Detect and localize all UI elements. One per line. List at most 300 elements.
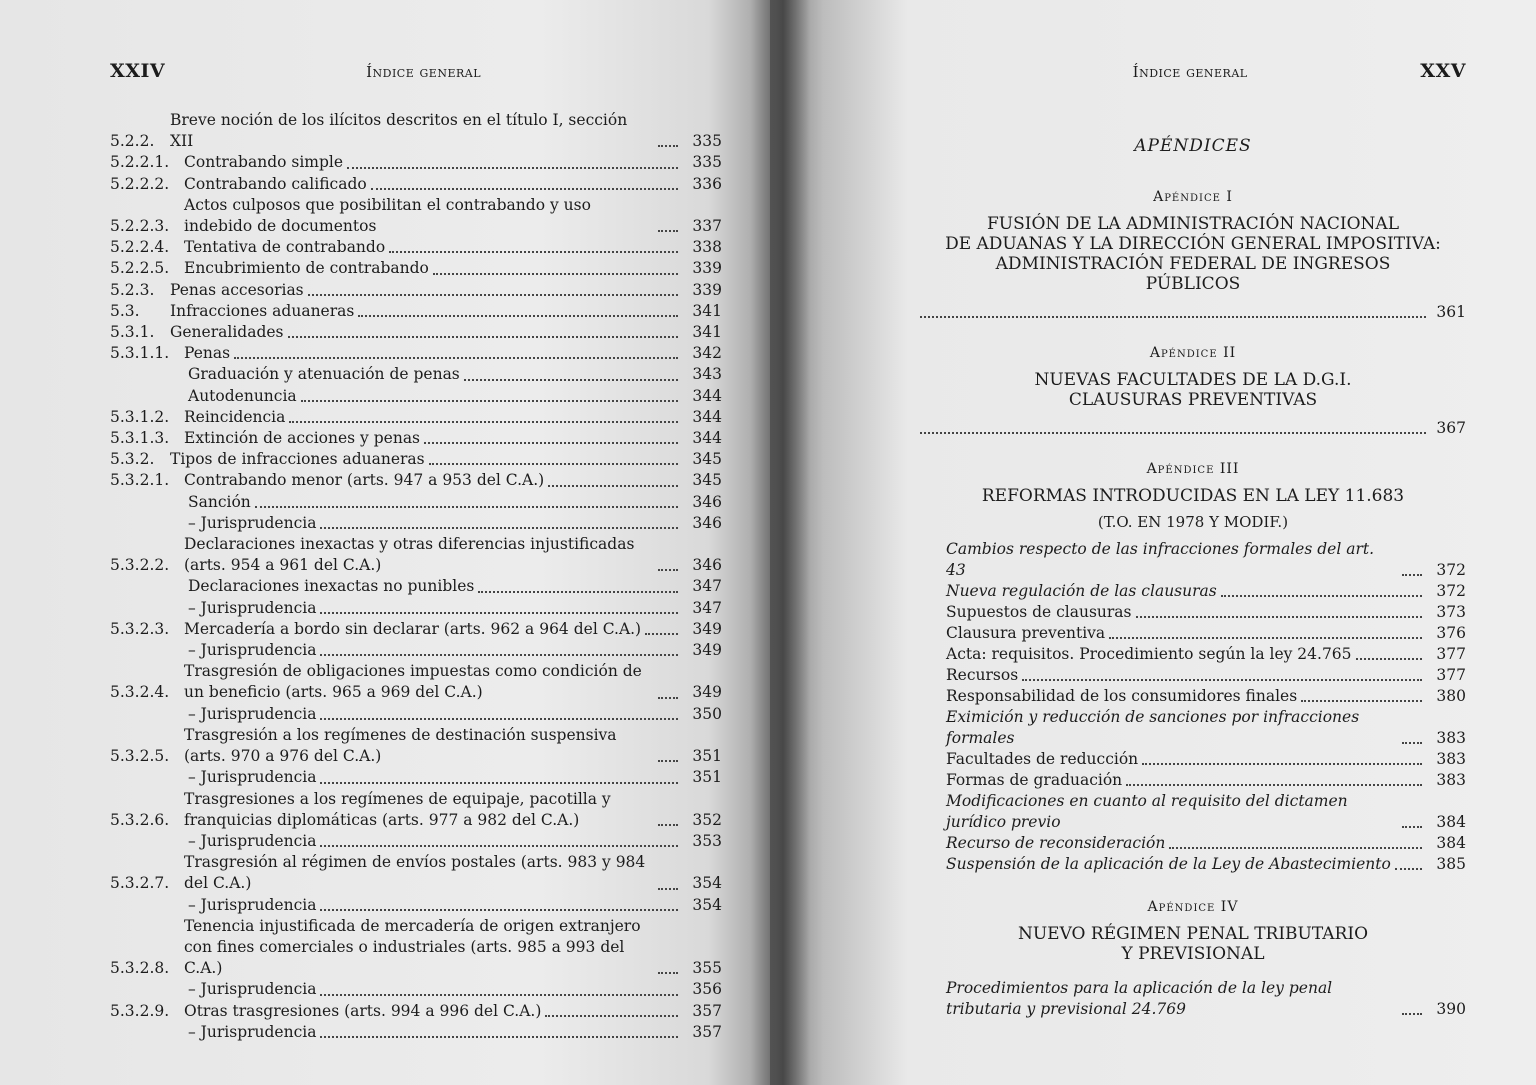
appendix-item-text-wrap	[946, 707, 1426, 749]
toc-entry	[110, 110, 722, 152]
toc-entry-title-wrap	[184, 661, 682, 703]
dot-leader	[658, 888, 678, 890]
toc-entry-number: 5.3.2.6.	[110, 810, 170, 829]
appendix-item-page: 377	[1436, 666, 1466, 684]
toc-entry-title: Declaraciones inexactas y otras diferencias injustificadas (arts. 954 a 961 del C.A.)	[184, 535, 635, 575]
toc-entry-title: Tenencia injustificada de mercadería de origen extranjero con fines comerciales o industriales (arts. 985 a 993 del C.A.)	[184, 916, 641, 978]
toc-entry-title: Tipos de infracciones aduaneras	[170, 450, 425, 469]
toc-entry-page: 339	[692, 280, 722, 299]
toc-entry-title-wrap	[184, 1001, 682, 1022]
toc-entry-title-wrap	[184, 407, 682, 428]
appendix-item	[920, 602, 1466, 623]
toc-entry-title-wrap	[188, 640, 682, 661]
toc-entry-title-wrap	[184, 789, 682, 831]
appendix-item-text-wrap	[946, 665, 1426, 686]
toc-entry-title-wrap	[188, 979, 682, 1000]
dot-leader	[1402, 1013, 1422, 1015]
toc-entry	[110, 598, 722, 619]
appendix-item	[920, 644, 1466, 665]
dot-leader	[320, 612, 678, 614]
toc-entry-page: 342	[692, 344, 722, 363]
dot-leader	[347, 167, 678, 169]
appendix-item-text: Eximición y reducción de sanciones por infracciones formales	[946, 708, 1360, 747]
toc-entry-title: Penas	[184, 344, 231, 363]
dot-leader	[1169, 847, 1422, 849]
toc-entry-title: Trasgresiones a los regímenes de equipaje, pacotilla y franquicias diplomáticas (arts. 977 a 982 del C.A.)	[184, 789, 611, 829]
appendix-item-text-wrap	[946, 644, 1426, 665]
dot-leader	[301, 400, 678, 402]
dot-leader	[920, 316, 1426, 318]
appendix-item-page: 373	[1436, 603, 1466, 621]
dot-leader	[320, 718, 678, 720]
dot-leader	[545, 1015, 678, 1017]
toc-entry-title-wrap	[170, 280, 682, 301]
toc-entry-title: – Jurisprudencia	[188, 641, 317, 660]
toc-entry-number: 5.2.2.	[110, 132, 155, 151]
appendix-item-page: 380	[1436, 687, 1466, 705]
toc-entry-page: 354	[692, 895, 722, 914]
right-toc	[920, 136, 1466, 1020]
toc-entry	[110, 237, 722, 258]
toc-entry-number: 5.2.2.3.	[110, 217, 170, 236]
appendix-item-text-wrap	[946, 791, 1426, 833]
toc-entry	[110, 640, 722, 661]
dot-leader	[645, 633, 678, 635]
toc-entry	[110, 1001, 722, 1022]
right-page	[770, 0, 1536, 1085]
toc-entry-title: – Jurisprudencia	[188, 598, 317, 617]
dot-leader	[320, 654, 678, 656]
toc-entry-number: 5.3.2.	[110, 450, 155, 469]
appendix-item-page: 372	[1436, 582, 1466, 600]
appendix-2-label: Apéndice II	[1149, 345, 1237, 361]
toc-entry-number: 5.3.1.2.	[110, 407, 170, 426]
dot-leader	[1301, 700, 1422, 702]
toc-entry	[110, 979, 722, 1000]
appendix-4-label: Apéndice IV	[1147, 899, 1239, 915]
toc-entry	[110, 280, 722, 301]
toc-entry-title: Extinción de acciones y penas	[184, 429, 421, 448]
toc-entry-title-wrap	[184, 343, 682, 364]
appendix-1	[920, 187, 1466, 323]
toc-entry-title: Contrabando simple	[184, 153, 344, 172]
appendix-item-page: 384	[1436, 834, 1466, 852]
appendix-2	[920, 343, 1466, 439]
toc-entry-title-wrap	[184, 237, 682, 258]
toc-entry	[110, 576, 722, 597]
toc-entry-title: Contrabando menor (arts. 947 a 953 del C.A.)	[184, 471, 545, 490]
toc-entry-page: 349	[692, 683, 722, 702]
dot-leader	[320, 527, 678, 529]
appendix-item	[920, 581, 1466, 602]
appendix-item-text: Supuestos de clausuras	[946, 603, 1132, 621]
toc-entry	[110, 492, 722, 513]
appendix-item-page: 385	[1436, 855, 1466, 873]
toc-entry-page: 346	[692, 492, 722, 511]
toc-entry	[110, 513, 722, 534]
toc-entry-title: – Jurisprudencia	[188, 831, 317, 850]
toc-entry-title: – Jurisprudencia	[188, 513, 317, 532]
toc-entry-title-wrap	[184, 428, 682, 449]
appendix-item-text-wrap	[946, 978, 1426, 1020]
toc-entry	[110, 534, 722, 576]
dot-leader	[658, 697, 678, 699]
appendix-2-title-line: CLAUSURAS PREVENTIVAS	[1068, 390, 1318, 410]
toc-entry-page: 347	[692, 577, 722, 596]
right-running-title: Índice general	[1132, 63, 1248, 81]
dot-leader	[1395, 868, 1422, 870]
appendix-item-text: Cambios respecto de las infracciones formales del art. 43	[946, 540, 1375, 579]
appendix-4-items	[920, 978, 1466, 1020]
appendix-2-page: 367	[1436, 419, 1466, 437]
dot-leader	[424, 442, 678, 444]
appendix-2-title	[920, 370, 1466, 410]
appendix-item-text: Recurso de reconsideración	[946, 834, 1166, 852]
toc-entry-page: 344	[692, 429, 722, 448]
appendix-item-page: 390	[1436, 1000, 1466, 1018]
toc-entry	[110, 322, 722, 343]
toc-entry-page: 341	[692, 323, 722, 342]
toc-entry-number: 5.3.2.8.	[110, 959, 170, 978]
dot-leader	[658, 569, 678, 571]
appendix-4-title-line: NUEVO RÉGIMEN PENAL TRIBUTARIO	[1017, 924, 1369, 944]
toc-entry	[110, 407, 722, 428]
toc-entry-number: 5.3.2.9.	[110, 1001, 170, 1020]
appendix-3-title	[920, 486, 1466, 506]
left-running-head	[110, 60, 722, 82]
appendix-item-page: 383	[1436, 771, 1466, 789]
appendix-1-title-line: FUSIÓN DE LA ADMINISTRACIÓN NACIONAL	[987, 214, 1399, 234]
appendix-item	[920, 978, 1466, 1020]
dot-leader	[1402, 826, 1422, 828]
toc-entry-page: 347	[692, 598, 722, 617]
appendix-item-text: Responsabilidad de los consumidores finales	[946, 687, 1298, 705]
appendix-item-text-wrap	[946, 833, 1426, 854]
toc-entry	[110, 301, 722, 322]
dot-leader	[1402, 574, 1422, 576]
toc-entry-title-wrap	[184, 258, 682, 279]
toc-entry	[110, 195, 722, 237]
toc-entry-page: 336	[692, 174, 722, 193]
appendix-1-title	[920, 214, 1466, 294]
toc-entry	[110, 831, 722, 852]
appendix-item-page: 372	[1436, 561, 1466, 579]
dot-leader	[1126, 784, 1422, 786]
toc-entry-page: 349	[692, 619, 722, 638]
toc-entry-number: 5.2.2.2.	[110, 174, 170, 193]
toc-entry-title: Infracciones aduaneras	[170, 301, 355, 320]
appendix-item-text: Nueva regulación de las clausuras	[946, 582, 1217, 600]
toc-entry-page: 357	[692, 1001, 722, 1020]
toc-entry-page: 357	[692, 1022, 722, 1041]
appendix-item-text: Formas de graduación	[946, 771, 1123, 789]
appendix-4-title	[920, 924, 1466, 964]
toc-entry-page: 355	[692, 959, 722, 978]
appendix-item	[920, 833, 1466, 854]
toc-entry-page: 339	[692, 259, 722, 278]
appendix-item-text-wrap	[946, 686, 1426, 707]
toc-entry-title: Breve noción de los ilícitos descritos en el título I, sección XII	[170, 111, 628, 151]
dot-leader	[320, 1036, 678, 1038]
toc-entry	[110, 428, 722, 449]
toc-entry-page: 351	[692, 747, 722, 766]
toc-entry	[110, 449, 722, 470]
appendix-2-page-row	[920, 418, 1466, 439]
dot-leader	[1402, 742, 1422, 744]
toc-entry-title-wrap	[188, 831, 682, 852]
dot-leader	[464, 379, 678, 381]
appendix-1-page-row	[920, 302, 1466, 323]
toc-entry-title: Sanción	[188, 492, 251, 511]
toc-entry-title-wrap	[170, 110, 682, 152]
appendix-item-page: 383	[1436, 729, 1466, 747]
dot-leader	[389, 251, 678, 253]
appendix-item-page: 376	[1436, 624, 1466, 642]
toc-entry-number: 5.3.2.4.	[110, 683, 170, 702]
toc-entry-title-wrap	[188, 598, 682, 619]
appendix-3-title-line: REFORMAS INTRODUCIDAS EN LA LEY 11.683	[981, 486, 1405, 506]
toc-entry-title: Tentativa de contrabando	[184, 238, 386, 257]
dot-leader	[1142, 763, 1422, 765]
toc-entry-page: 351	[692, 768, 722, 787]
toc-entry-title-wrap	[188, 364, 682, 385]
appendices-heading: APÉNDICES	[1134, 136, 1252, 156]
toc-entry	[110, 895, 722, 916]
toc-entry-number: 5.3.2.2.	[110, 556, 170, 575]
toc-entry	[110, 364, 722, 385]
toc-entry-title-wrap	[170, 301, 682, 322]
toc-entry-title: Encubrimiento de contrabando	[184, 259, 429, 278]
toc-entry-title: Mercadería a bordo sin declarar (arts. 962 a 964 del C.A.)	[184, 619, 642, 638]
dot-leader	[358, 315, 678, 317]
toc-entry-page: 345	[692, 471, 722, 490]
toc-entry-page: 350	[692, 704, 722, 723]
toc-entry-page: 349	[692, 641, 722, 660]
dot-leader	[548, 485, 678, 487]
toc-entry-number: 5.2.3.	[110, 280, 155, 299]
dot-leader	[371, 188, 678, 190]
toc-entry-page: 343	[692, 365, 722, 384]
appendix-item-text: Procedimientos para la aplicación de la ley penal tributaria y previsional 24.769	[946, 979, 1333, 1018]
toc-entry	[110, 619, 722, 640]
appendix-item-text-wrap	[946, 854, 1426, 875]
right-running-head	[920, 60, 1466, 82]
toc-entry-number: 5.3.1.	[110, 323, 155, 342]
toc-entry-number: 5.3.2.5.	[110, 747, 170, 766]
toc-entry	[110, 767, 722, 788]
toc-entry-title-wrap	[184, 195, 682, 237]
toc-entry-title: – Jurisprudencia	[188, 1022, 317, 1041]
toc-entry-title: Graduación y atenuación de penas	[188, 365, 460, 384]
appendix-item-text-wrap	[946, 539, 1426, 581]
appendix-item-text: Acta: requisitos. Procedimiento según la ley 24.765	[946, 645, 1352, 663]
left-folio: XXIV	[110, 60, 166, 82]
toc-entry-page: 337	[692, 217, 722, 236]
toc-entry-page: 346	[692, 556, 722, 575]
toc-entry-title: Trasgresión de obligaciones impuestas como condición de un beneficio (arts. 965 a 969 del C.A.)	[184, 662, 642, 702]
appendix-item-text: Modificaciones en cuanto al requisito del dictamen jurídico previo	[946, 792, 1348, 831]
toc-entry-page: 352	[692, 810, 722, 829]
toc-entry-title-wrap	[184, 852, 682, 894]
toc-entry-page: 346	[692, 513, 722, 532]
dot-leader	[658, 230, 678, 232]
toc-entry-title-wrap	[184, 534, 682, 576]
toc-entry-title-wrap	[170, 322, 682, 343]
toc-entry-title-wrap	[188, 1022, 682, 1043]
dot-leader	[478, 591, 678, 593]
toc-entry-number: 5.3.2.3.	[110, 619, 170, 638]
appendix-3-items	[920, 539, 1466, 875]
appendix-item-text-wrap	[946, 581, 1426, 602]
toc-entry-title: – Jurisprudencia	[188, 980, 317, 999]
appendix-item-text-wrap	[946, 623, 1426, 644]
appendix-item	[920, 686, 1466, 707]
toc-entry	[110, 174, 722, 195]
toc-entry-title: Declaraciones inexactas no punibles	[188, 577, 475, 596]
toc-entry-title-wrap	[184, 619, 682, 640]
appendix-item	[920, 770, 1466, 791]
appendix-item	[920, 854, 1466, 875]
toc-entry	[110, 916, 722, 980]
toc-entry-title: Trasgresión al régimen de envíos postales (arts. 983 y 984 del C.A.)	[184, 853, 646, 893]
toc-entry-page: 354	[692, 874, 722, 893]
toc-entry-number: 5.3.1.1.	[110, 344, 170, 363]
dot-leader	[658, 824, 678, 826]
toc-entry-title: Contrabando calificado	[184, 174, 367, 193]
dot-leader	[658, 760, 678, 762]
dot-leader	[234, 357, 678, 359]
appendix-item-text: Recursos	[946, 666, 1019, 684]
appendix-2-title-line: NUEVAS FACULTADES DE LA D.G.I.	[1034, 370, 1352, 390]
appendix-item-text-wrap	[946, 749, 1426, 770]
toc-entry-title: Trasgresión a los regímenes de destinación suspensiva (arts. 970 a 976 del C.A.)	[184, 725, 617, 766]
dot-leader	[1109, 637, 1422, 639]
toc-entry-number: 5.3.2.7.	[110, 874, 170, 893]
toc-entry-page: 344	[692, 407, 722, 426]
toc-entry-page: 335	[692, 153, 722, 172]
toc-entry-title: Otras trasgresiones (arts. 994 a 996 del C.A.)	[184, 1001, 542, 1020]
toc-entry	[110, 343, 722, 364]
toc-entry-title-wrap	[188, 386, 682, 407]
appendix-item-page: 384	[1436, 813, 1466, 831]
appendix-item-text-wrap	[946, 602, 1426, 623]
toc-entry-number: 5.2.2.4.	[110, 238, 170, 257]
toc-entry-title-wrap	[184, 152, 682, 173]
toc-entry-page: 356	[692, 980, 722, 999]
toc-entry-page: 344	[692, 386, 722, 405]
toc-entry-page: 345	[692, 450, 722, 469]
appendix-item	[920, 749, 1466, 770]
appendix-1-title-line: DE ADUANAS Y LA DIRECCIÓN GENERAL IMPOSITIVA:	[945, 234, 1441, 254]
dot-leader	[920, 432, 1426, 434]
toc-entry-title-wrap	[184, 174, 682, 195]
appendix-3	[920, 459, 1466, 875]
toc-entry-title-wrap	[188, 513, 682, 534]
toc-entry	[110, 258, 722, 279]
toc-entry-title: Reincidencia	[184, 407, 286, 426]
appendix-item	[920, 539, 1466, 581]
left-running-title: Índice general	[366, 63, 482, 81]
toc-entry-title-wrap	[170, 449, 682, 470]
appendix-4	[920, 897, 1466, 1020]
appendix-item	[920, 707, 1466, 749]
right-folio: XXV	[1420, 60, 1466, 82]
toc-entry-page: 353	[692, 831, 722, 850]
dot-leader	[320, 845, 678, 847]
toc-entry-page: 335	[692, 132, 722, 151]
appendix-1-title-line: PÚBLICOS	[1145, 274, 1241, 294]
toc-entry-title: – Jurisprudencia	[188, 704, 317, 723]
appendix-item-text: Facultades de reducción	[946, 750, 1139, 768]
appendix-3-subtitle: (T.O. EN 1978 Y MODIF.)	[1097, 513, 1289, 531]
dot-leader	[308, 294, 678, 296]
appendix-item	[920, 665, 1466, 686]
toc-entry-title: Autodenuncia	[188, 386, 297, 405]
toc-entry-title-wrap	[188, 492, 682, 513]
dot-leader	[433, 273, 678, 275]
toc-entry	[110, 470, 722, 491]
toc-entry-number: 5.3.	[110, 301, 140, 320]
toc-entry-title: Actos culposos que posibilitan el contrabando y uso indebido de documentos	[184, 195, 591, 236]
dot-leader	[1022, 679, 1422, 681]
dot-leader	[1221, 595, 1422, 597]
toc-entry-title: – Jurisprudencia	[188, 768, 317, 787]
toc-entry-title-wrap	[184, 725, 682, 767]
toc-entry	[110, 789, 722, 831]
appendix-item-page: 377	[1436, 645, 1466, 663]
toc-entry-page: 338	[692, 238, 722, 257]
toc-entry-title: Generalidades	[170, 323, 284, 342]
toc-entry-title: – Jurisprudencia	[188, 895, 317, 914]
toc-entry-title-wrap	[188, 704, 682, 725]
toc-entry-page: 341	[692, 301, 722, 320]
toc-entry	[110, 725, 722, 767]
toc-entry-number: 5.2.2.1.	[110, 153, 170, 172]
dot-leader	[320, 782, 678, 784]
toc-entry	[110, 152, 722, 173]
toc-entry	[110, 386, 722, 407]
toc-entry	[110, 661, 722, 703]
appendix-1-title-line: ADMINISTRACIÓN FEDERAL DE INGRESOS	[995, 254, 1391, 274]
appendix-item	[920, 623, 1466, 644]
appendix-1-page: 361	[1436, 303, 1466, 321]
toc-entry-number: 5.3.2.1.	[110, 471, 170, 490]
appendix-4-title-line: Y PREVISIONAL	[1121, 944, 1265, 964]
left-toc	[110, 110, 722, 1043]
dot-leader	[288, 336, 679, 338]
dot-leader	[320, 909, 678, 911]
appendix-item-text-wrap	[946, 770, 1426, 791]
appendix-item-text: Suspensión de la aplicación de la Ley de Abastecimiento	[946, 855, 1391, 873]
toc-entry-title-wrap	[188, 895, 682, 916]
appendix-item-text: Clausura preventiva	[946, 624, 1106, 642]
dot-leader	[1356, 658, 1422, 660]
appendix-item-page: 383	[1436, 750, 1466, 768]
toc-entry-title: Penas accesorias	[170, 280, 304, 299]
appendix-1-label: Apéndice I	[1153, 189, 1233, 205]
appendix-3-label: Apéndice III	[1146, 461, 1240, 477]
toc-entry-title-wrap	[188, 767, 682, 788]
appendix-item	[920, 791, 1466, 833]
dot-leader	[255, 506, 678, 508]
dot-leader	[658, 972, 678, 974]
dot-leader	[289, 421, 678, 423]
dot-leader	[1136, 616, 1422, 618]
toc-entry	[110, 852, 722, 894]
dot-leader	[658, 145, 678, 147]
toc-entry-number: 5.2.2.5.	[110, 259, 170, 278]
dot-leader	[429, 463, 678, 465]
